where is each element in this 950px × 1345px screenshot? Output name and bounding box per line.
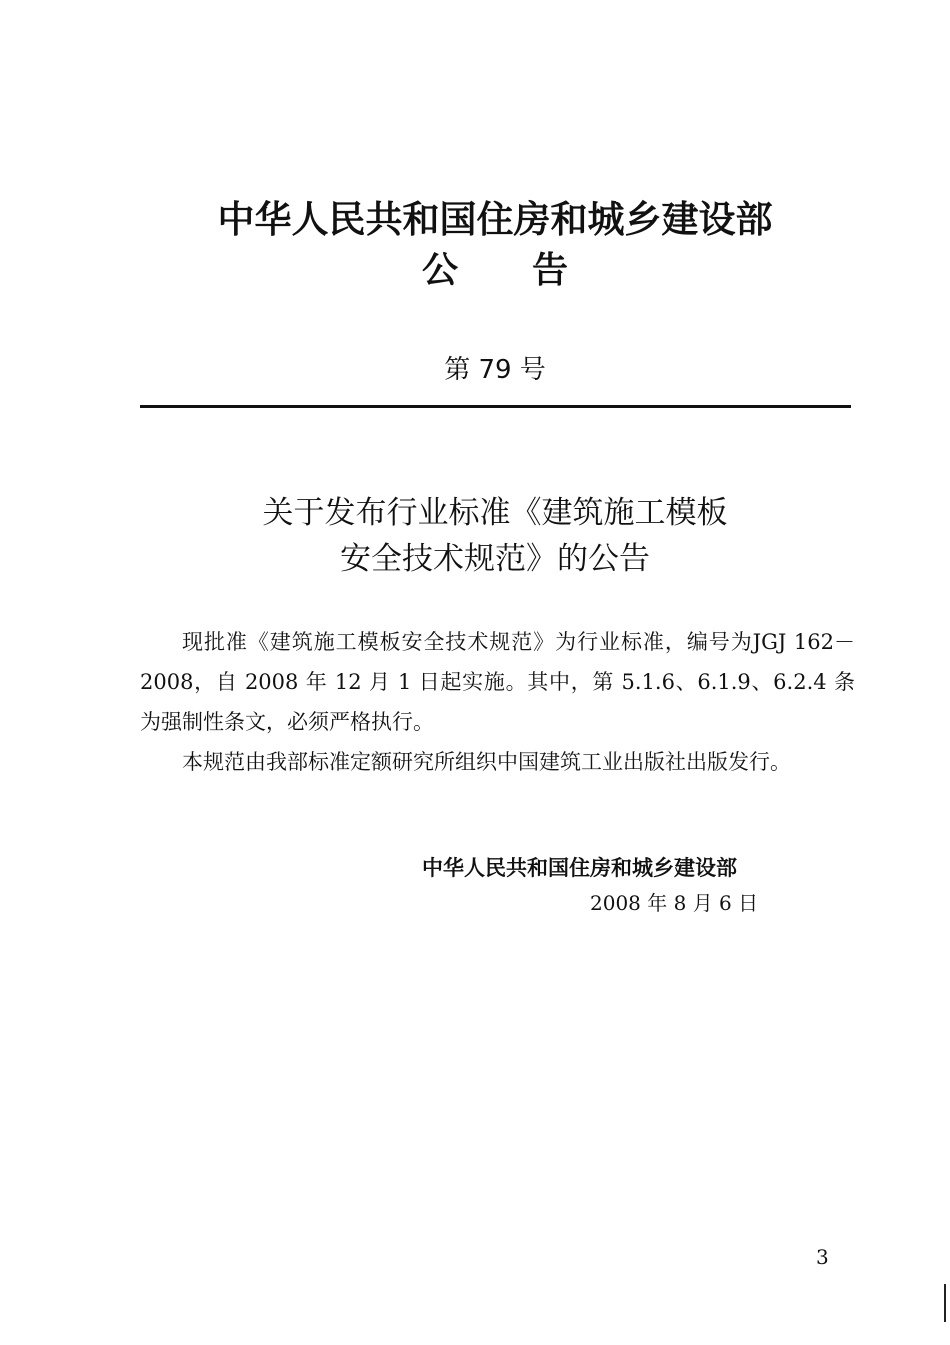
issuer-title: 中华人民共和国住房和城乡建设部	[217, 198, 773, 241]
body-paragraph-1: 现批准《建筑施工模板安全技术规范》为行业标准，编号为JGJ 162－2008，自 2008 年 12 月 1 日起实施。其中，第 5.1.6、6.1.9、6.2.4 条为强制性条文，必须严格执行。	[140, 630, 855, 734]
signature-issuer: 中华人民共和国住房和城乡建设部	[422, 856, 737, 880]
subject-line-1: 关于发布行业标准《建筑施工模板	[262, 495, 728, 531]
signature-date: 2008 年 8 月 6 日	[590, 891, 759, 915]
notice-body	[140, 622, 855, 782]
notice-label: 公告	[421, 250, 642, 291]
notice-subject	[0, 490, 950, 582]
header-divider	[140, 405, 851, 408]
page-number: 3	[816, 1245, 829, 1269]
scan-edge-mark	[944, 1284, 946, 1322]
issue-number: 第 79 号	[444, 355, 546, 385]
subject-line-2: 安全技术规范》的公告	[340, 541, 650, 577]
body-paragraph-2: 本规范由我部标准定额研究所组织中国建筑工业出版社出版发行。	[182, 750, 791, 774]
